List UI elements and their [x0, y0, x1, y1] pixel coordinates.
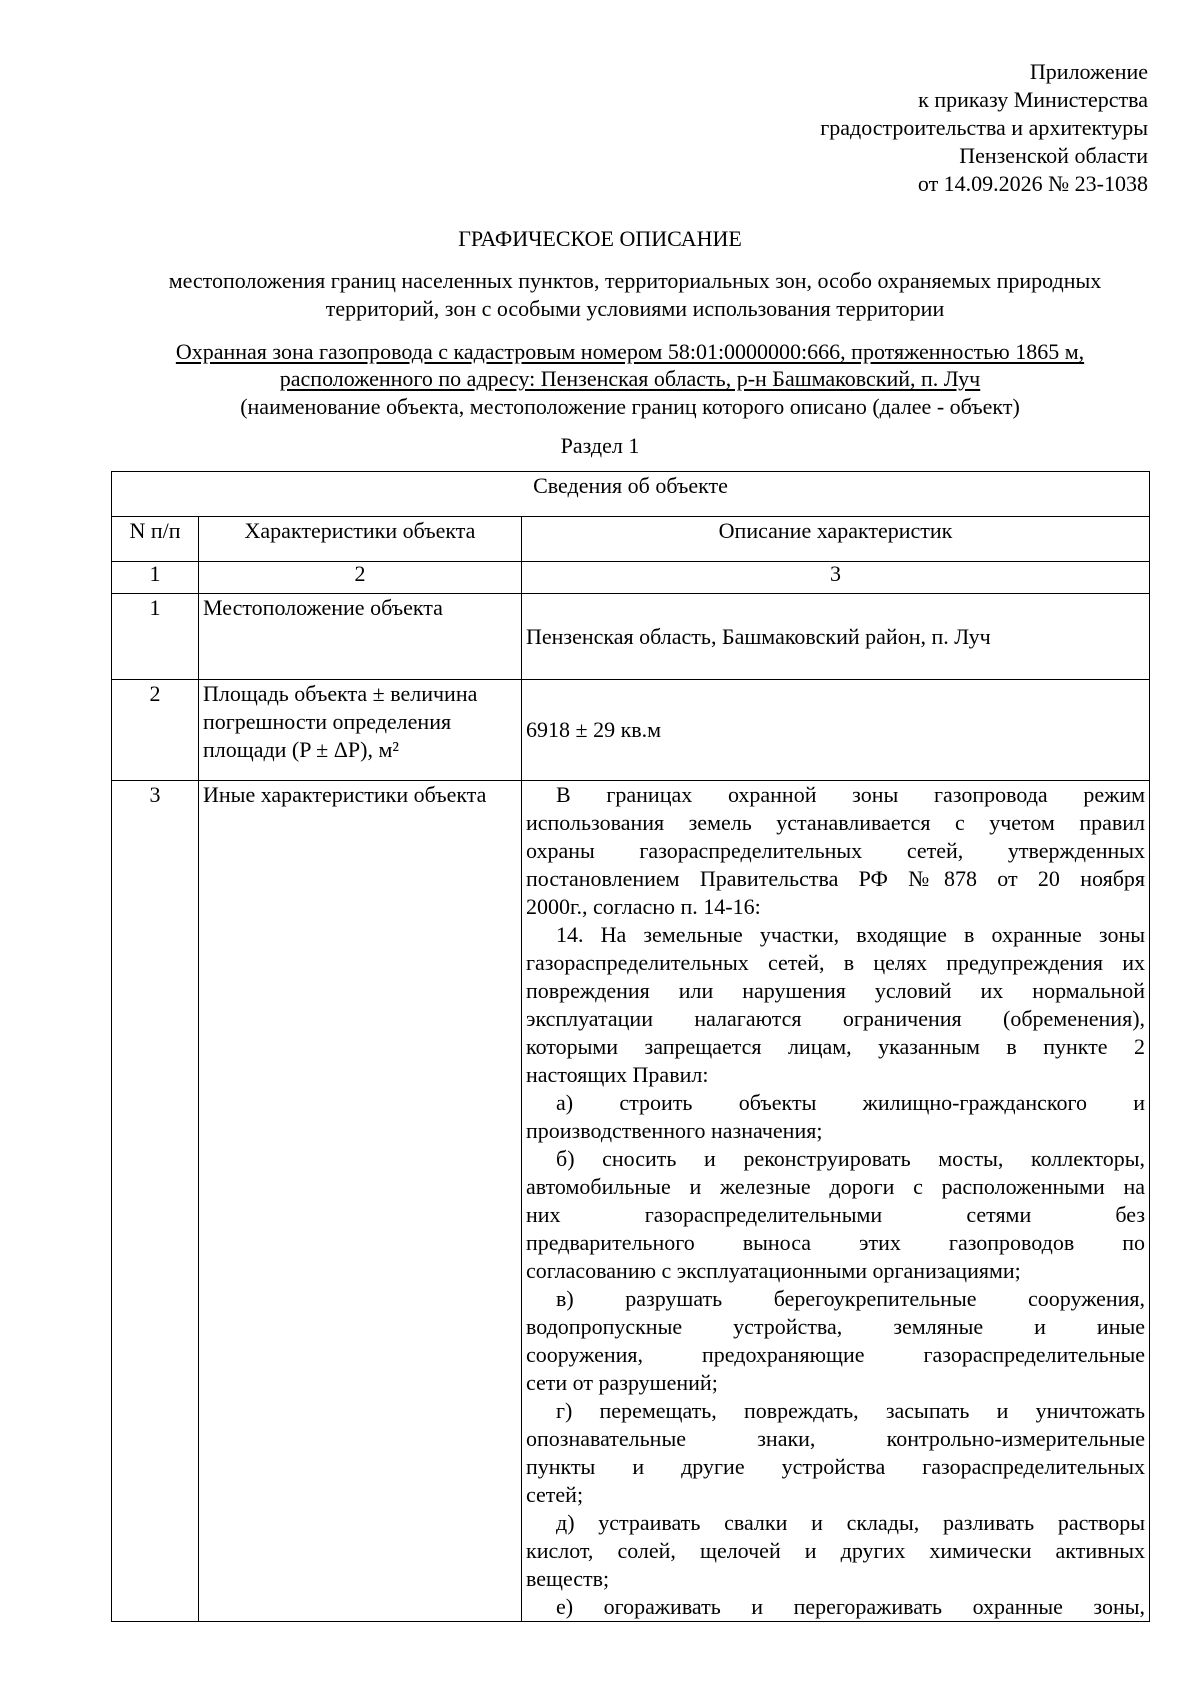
- description-line: в) разрушать берегоукрепительные сооружения,: [556, 1286, 1146, 1311]
- description-line: веществ;: [526, 1566, 610, 1591]
- description-line: предварительного выноса этих газопроводов по: [526, 1230, 1146, 1255]
- appendix-line: градостроительства и архитектуры: [820, 115, 1148, 140]
- table-row: [112, 781, 1150, 1622]
- description-line: сооружения, предохраняющие газораспределительные: [526, 1342, 1146, 1367]
- row-description: 6918 ± 29 кв.м: [522, 680, 1150, 781]
- description-line: В границах охранной зоны газопровода режим: [556, 782, 1146, 807]
- table-heading: Сведения об объекте: [112, 472, 1150, 517]
- description-line: 14. На земельные участки, входящие в охранные зоны: [556, 922, 1146, 947]
- column-header: N п/п: [112, 517, 199, 562]
- column-number: 2: [199, 562, 522, 594]
- appendix-order-line: от 14.09.2026 № 23-1038: [917, 171, 1148, 196]
- row-description: Пензенская область, Башмаковский район, п. Луч: [522, 594, 1150, 680]
- description-line: б) сносить и реконструировать мосты, коллекторы,: [556, 1146, 1146, 1171]
- description-line: эксплуатации налагаются ограничения (обременения),: [526, 1006, 1146, 1031]
- column-number: 1: [112, 562, 199, 594]
- table-column-numbers-row: [112, 562, 1150, 594]
- description-line: д) устраивать свалки и склады, разливать растворы: [556, 1510, 1146, 1535]
- document-title: ГРАФИЧЕСКОЕ ОПИСАНИЕ: [458, 226, 742, 251]
- description-line: постановлением Правительства РФ №878 от 20 ноября: [526, 866, 1146, 891]
- section-title: Раздел 1: [560, 433, 640, 458]
- appendix-line: Приложение: [1029, 59, 1148, 84]
- object-name-caption: (наименование объекта, местоположение границ которого описано (далее - объект): [240, 394, 1020, 419]
- object-name-line: расположенного по адресу: Пензенская область, р-н Башмаковский, п. Луч: [279, 366, 981, 391]
- description-line: пункты и другие устройства газораспределительных: [526, 1454, 1146, 1479]
- object-name-line: Охранная зона газопровода с кадастровым номером 58:01:0000000:666, протяженностью 1865 м,: [175, 339, 1085, 364]
- description-line: водопропускные устройства, земляные и иные: [526, 1314, 1146, 1339]
- row-characteristic: Площадь объекта ± величина погрешности определения площади (P ± ΔP), м²: [199, 680, 522, 781]
- description-line: 2000г., согласно п. 14-16:: [526, 894, 761, 919]
- row-characteristic: Местоположение объекта: [199, 594, 522, 680]
- row-number: 1: [112, 594, 199, 680]
- object-info-table: [111, 471, 1150, 1622]
- row-number: 2: [112, 680, 199, 781]
- column-header: Характеристики объекта: [199, 517, 522, 562]
- table-heading-row: [112, 472, 1150, 517]
- appendix-line: Пензенской области: [959, 143, 1148, 168]
- column-number: 3: [522, 562, 1150, 594]
- description-line: е) огораживать и перегораживать охранные зоны,: [556, 1594, 1146, 1619]
- table-header-row: [112, 517, 1150, 562]
- description-line: охраны газораспределительных сетей, утвержденных: [526, 838, 1146, 863]
- row-number: 3: [112, 781, 199, 1622]
- description-line: которыми запрещается лицам, указанным в пункте 2: [526, 1034, 1146, 1059]
- column-header: Описание характеристик: [522, 517, 1150, 562]
- description-line: опознавательные знаки, контрольно-измерительные: [526, 1426, 1146, 1451]
- appendix-block: [820, 58, 1148, 198]
- description-line: г) перемещать, повреждать, засыпать и уничтожать: [556, 1398, 1146, 1423]
- row-description: [522, 781, 1150, 1622]
- description-line: повреждения или нарушения условий их нормальной: [526, 978, 1146, 1003]
- table-row: [112, 594, 1150, 680]
- object-name: [100, 338, 1160, 392]
- document-subtitle: местоположения границ населенных пунктов, территориальных зон, особо охраняемых природных территорий, зон с особыми условиями использования территории: [168, 268, 1102, 321]
- description-line: а) строить объекты жилищно-гражданского и: [556, 1090, 1146, 1115]
- description-line: использования земель устанавливается с учетом правил: [526, 810, 1146, 835]
- appendix-line: к приказу Министерства: [918, 87, 1148, 112]
- description-line: настоящих Правил:: [526, 1062, 709, 1087]
- description-line: сетей;: [526, 1482, 584, 1507]
- description-line: автомобильные и железные дороги с расположенными на: [526, 1174, 1146, 1199]
- table-row: [112, 680, 1150, 781]
- description-line: согласованию с эксплуатационными организациями;: [526, 1258, 1021, 1283]
- description-line: них газораспределительными сетями без: [526, 1202, 1146, 1227]
- description-line: сети от разрушений;: [526, 1370, 718, 1395]
- row-characteristic: Иные характеристики объекта: [199, 781, 522, 1622]
- description-line: газораспределительных сетей, в целях предупреждения их: [526, 950, 1146, 975]
- description-line: производственного назначения;: [526, 1118, 823, 1143]
- description-line: кислот, солей, щелочей и других химически активных: [526, 1538, 1146, 1563]
